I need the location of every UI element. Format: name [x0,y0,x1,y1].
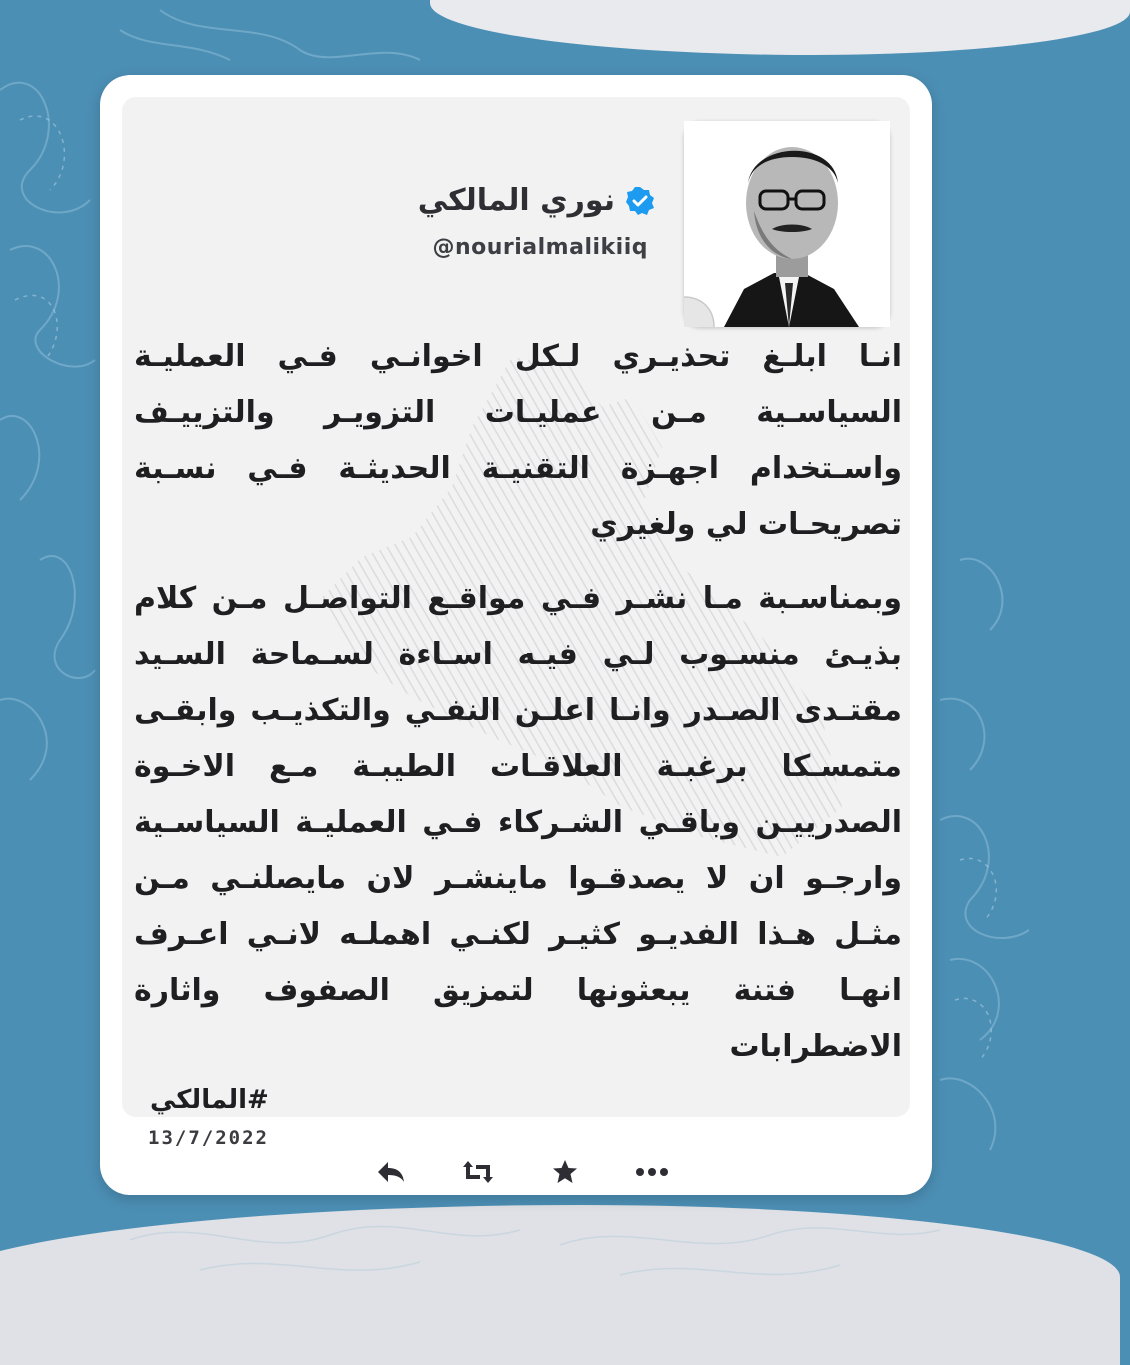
hashtag-link[interactable]: #المالكي [150,1085,269,1115]
tweet-paragraph-1: انـا ابلـغ تحذيـري لـكل اخوانـي فـي العمليـة السياسـية مـن عمليـات التزويـر والتزييـف واسـتخدام اجهـزة التقنيـة الحديثـة فـي نسـبة تصريحـات لي ولغيري [134,339,902,542]
tweet-text [134,329,902,1075]
display-name[interactable]: نوري المالكي [417,183,615,218]
tweet-content-panel [122,97,910,1149]
star-icon[interactable] [549,1158,581,1186]
more-icon[interactable] [636,1158,668,1186]
reply-icon[interactable] [375,1158,407,1186]
tweet-card [100,75,932,1195]
display-name-row [418,183,655,218]
verified-badge-icon [625,186,655,216]
user-handle[interactable]: @nourialmalikiiq [432,235,648,260]
tweet-paragraph-2: وبمناسـبة مـا نشـر فـي مواقـع التواصـل مـن كلام بذيـئ منسـوب لـي فيـه اسـاءة لسـماحة السـيد مقتـدى الصـدر وانـا اعلـن النفـي والتكذيـب وابقـى متمسـكا برغبـة العلاقـات الطيبـة مـع الاخـوة الصدرييـن وباقـي الشـركاء فـي العمليـة السياسـية وارجـو ان لا يصدقـوا ماينشـر لان مايصلنـي مـن مثـل هـذا الفديـو كثيـر لكنـي اهملـه لانـي اعـرف انهـا فتنة يبعثونها لتمزيق الصفوف واثارة الاضطرابات [134,581,902,1064]
tweet-action-bar [375,1158,668,1186]
tweet-date: 13/7/2022 [148,1127,269,1149]
avatar[interactable] [684,121,890,327]
retweet-icon[interactable] [462,1158,494,1186]
